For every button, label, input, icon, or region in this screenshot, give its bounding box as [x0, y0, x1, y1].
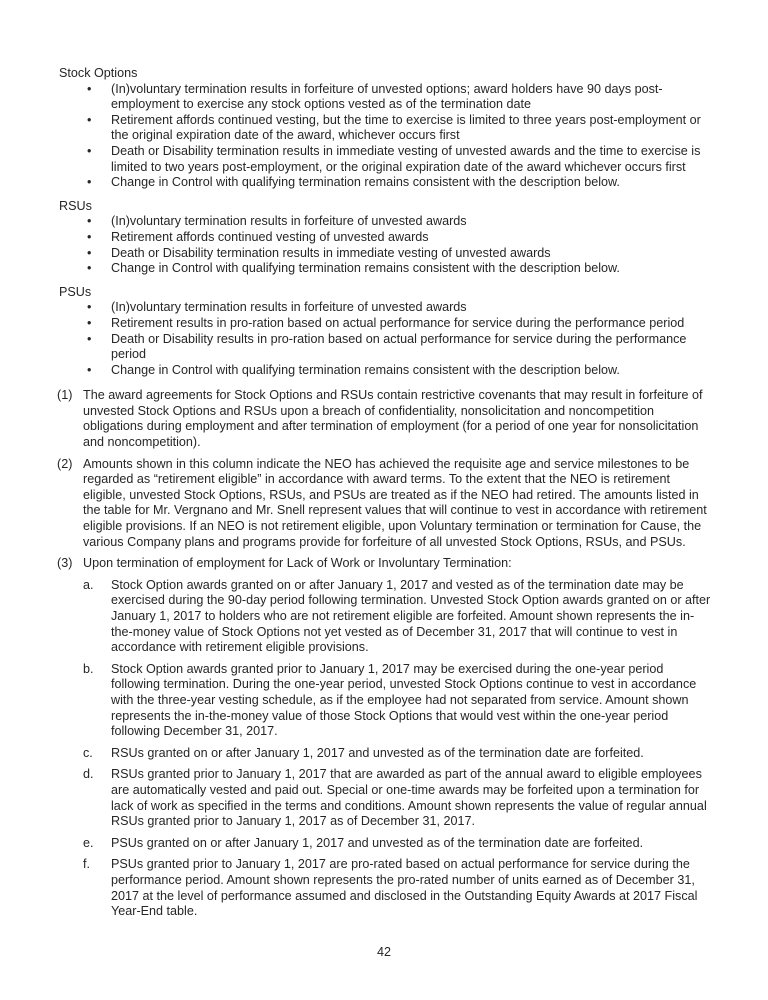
- bullet-icon: •: [87, 362, 92, 377]
- list-item-text: Change in Control with qualifying termination remains consistent with the description below.: [111, 261, 620, 276]
- subitem-letter: c.: [83, 745, 93, 760]
- subitem-text: Stock Option awards granted on or after January 1, 2017 and vested as of the termination date may be exercised during the 90-day period following termination. Unvested Stock Option awards granted on or after January 1, 2017 to holders who are not retirement eligible are forfeited. Amount shown represents the in-the-money value of Stock Options not yet vested as of December 31, 2017 that will continue to vest in accordance with retirement eligible provisions.: [111, 577, 711, 655]
- subitem-letter: d.: [83, 767, 94, 782]
- list-item-text: (In)voluntary termination results in forfeiture of unvested awards: [111, 300, 467, 315]
- subitem-text: PSUs granted on or after January 1, 2017 and unvested as of the termination date are forfeited.: [111, 835, 644, 850]
- bullet-icon: •: [87, 143, 92, 158]
- list-item-text: Death or Disability termination results in immediate vesting of unvested awards and the time to exercise is limited to two years post-employment, or the original expiration date of the award whichever occurs first: [111, 143, 701, 174]
- list-item-text: Retirement affords continued vesting, but the time to exercise is limited to three years post-employment or the original expiration date of the award, whichever occurs first: [111, 112, 701, 143]
- list-item: [59, 113, 714, 144]
- bullet-icon: •: [87, 81, 92, 96]
- list-item-text: Retirement results in pro-ration based on actual performance for service during the performance period: [111, 315, 685, 330]
- list-item-text: Change in Control with qualifying termination remains consistent with the description below.: [111, 362, 620, 377]
- bullet-icon: •: [87, 214, 92, 229]
- section-psus: [59, 285, 714, 379]
- footnote-number: (2): [57, 456, 73, 471]
- footnote-subitem-b: [83, 662, 714, 740]
- footnote-number: (3): [57, 556, 73, 571]
- subitem-letter: e.: [83, 835, 94, 850]
- bullet-icon: •: [87, 300, 92, 315]
- subitem-text: Stock Option awards granted prior to January 1, 2017 may be exercised during the one-year period following termination. During the one-year period, unvested Stock Options continue to vest in accordance with the three-year vesting schedule, as if the employee had not separated from service. Amount shown represents the in-the-money value of those Stock Options that would vest within the one-year period following December 31, 2017.: [111, 661, 697, 739]
- bullet-icon: •: [87, 229, 92, 244]
- bullet-icon: •: [87, 331, 92, 346]
- footnotes: [59, 388, 714, 919]
- footnote-text: Amounts shown in this column indicate the NEO has achieved the requisite age and service milestones to be regarded as “retirement eligible” in accordance with award terms. To the extent that the NEO is retirement eligible, unvested Stock Options, RSUs, and PSUs are treated as if the NEO had retired. The amounts listed in the table for Mr. Vergnano and Mr. Snell represent values that will continue to vest in accordance with retirement eligible provisions. If an NEO is not retirement eligible, upon Voluntary termination or termination for Cause, the various Company plans and programs provide for forfeiture of all unvested Stock Options, RSUs, and PSUs.: [83, 456, 707, 549]
- list-item-text: (In)voluntary termination results in forfeiture of unvested awards: [111, 214, 467, 229]
- list-item: [59, 214, 714, 230]
- list-item: [59, 316, 714, 332]
- subitem-text: RSUs granted prior to January 1, 2017 that are awarded as part of the annual award to eligible employees are automatically vested and paid out. Special or one-time awards may be forfeited upon a termination for lack of work as specified in the terms and conditions. Amount shown represents the value of regular annual RSUs granted prior to January 1, 2017 as of December 31, 2017.: [111, 767, 707, 829]
- list-item: [59, 230, 714, 246]
- list-item: [59, 300, 714, 316]
- footnote-subitem-f: [83, 857, 714, 919]
- footnote-text: The award agreements for Stock Options and RSUs contain restrictive covenants that may result in forfeiture of unvested Stock Options and RSUs upon a breach of confidentiality, nonsolicitation and noncompetition obligations during employment and after termination of employment (for a period of one year for nonsolicitation and noncompetition).: [83, 388, 703, 450]
- subitem-letter: b.: [83, 661, 94, 676]
- footnote-subitem-a: [83, 578, 714, 656]
- list-item-text: Death or Disability results in pro-ration based on actual performance for service during the performance period: [111, 331, 687, 362]
- section-stock-options: [59, 66, 714, 191]
- subitem-text: RSUs granted on or after January 1, 2017 and unvested as of the termination date are forfeited.: [111, 745, 644, 760]
- list-item: [59, 82, 714, 113]
- footnote-subitem-c: [83, 746, 714, 762]
- footnote-1: [59, 388, 714, 450]
- footnote-subitem-d: [83, 767, 714, 829]
- bullet-icon: •: [87, 112, 92, 127]
- section-title: RSUs: [59, 198, 92, 213]
- subitem-text: PSUs granted prior to January 1, 2017 are pro-rated based on actual performance for service during the performance period. Amount shown represents the pro-rated number of units earned as of December 31, 2017 at the level of performance assumed and disclosed in the Outstanding Equity Awards at 2017 Fiscal Year-End table.: [111, 857, 698, 919]
- bullet-icon: •: [87, 315, 92, 330]
- list-item-text: (In)voluntary termination results in forfeiture of unvested options; award holders have 90 days post-employment to exercise any stock options vested as of the termination date: [111, 81, 663, 112]
- section-title: PSUs: [59, 284, 92, 299]
- list-item: [59, 246, 714, 262]
- subitem-letter: a.: [83, 577, 94, 592]
- subitem-letter: f.: [83, 857, 90, 872]
- list-item-text: Retirement affords continued vesting of unvested awards: [111, 229, 429, 244]
- footnote-text: Upon termination of employment for Lack of Work or Involuntary Termination:: [83, 556, 512, 571]
- bullet-list: [59, 214, 714, 276]
- list-item: [59, 261, 714, 277]
- footnote-3: [59, 556, 714, 919]
- section-title: Stock Options: [59, 66, 138, 80]
- bullet-list: [59, 300, 714, 378]
- list-item: [59, 175, 714, 191]
- list-item: [59, 363, 714, 379]
- section-rsus: [59, 199, 714, 277]
- bullet-icon: •: [87, 175, 92, 190]
- list-item-text: Death or Disability termination results in immediate vesting of unvested awards: [111, 245, 551, 260]
- page-number: 42: [376, 945, 391, 959]
- document-page: [59, 66, 714, 926]
- footnote-subitem-e: [83, 836, 714, 852]
- footnote-number: (1): [57, 388, 73, 403]
- bullet-list: [59, 82, 714, 191]
- list-item: [59, 332, 714, 363]
- list-item: [59, 144, 714, 175]
- footnote-2: [59, 457, 714, 551]
- list-item-text: Change in Control with qualifying termination remains consistent with the description below.: [111, 175, 620, 190]
- bullet-icon: •: [87, 245, 92, 260]
- bullet-icon: •: [87, 261, 92, 276]
